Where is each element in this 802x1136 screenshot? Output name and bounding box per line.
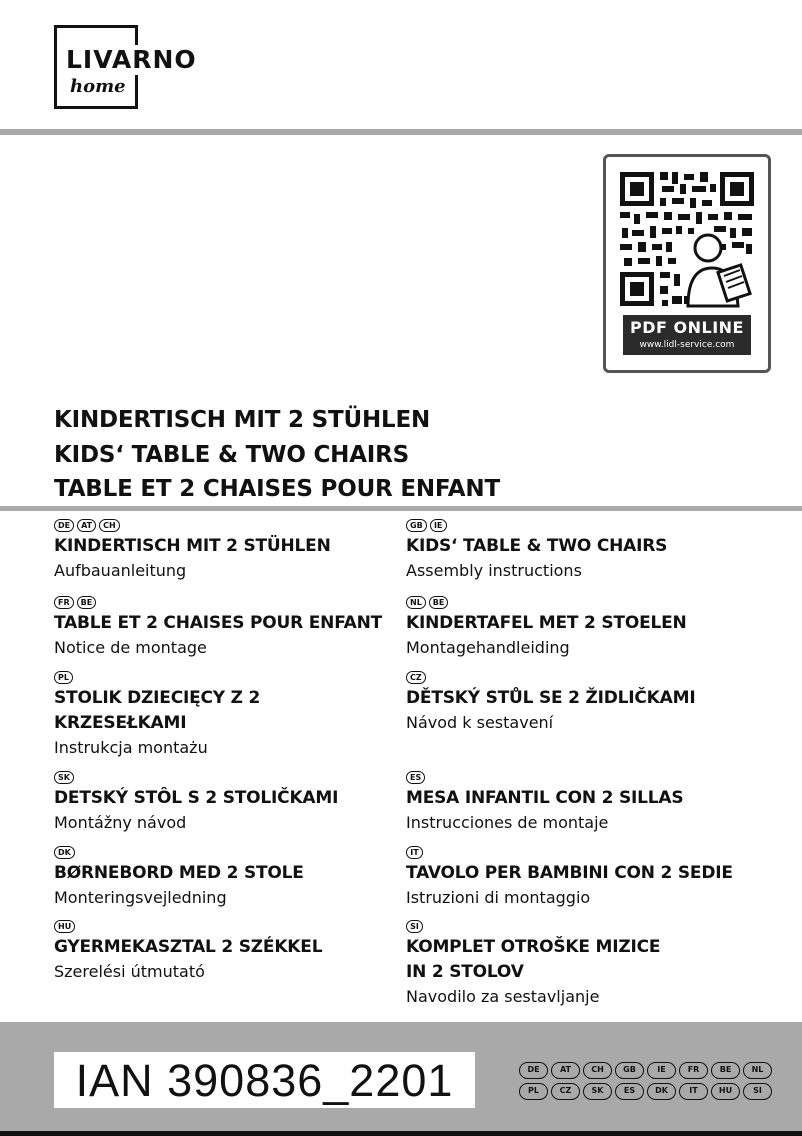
country-code: PL bbox=[519, 1083, 548, 1100]
country-code: SI bbox=[743, 1083, 772, 1100]
country-badge: HU bbox=[54, 920, 75, 933]
entry-flags bbox=[406, 920, 660, 935]
country-badge: IT bbox=[406, 846, 423, 859]
entry-gb bbox=[406, 519, 667, 583]
entry-flags bbox=[406, 846, 733, 861]
country-code: CH bbox=[583, 1062, 612, 1079]
entry-subtitle: Assembly instructions bbox=[406, 561, 582, 580]
entry-subtitle: Instrukcja montażu bbox=[54, 738, 208, 757]
entry-pl bbox=[54, 671, 260, 760]
entry-de bbox=[54, 519, 331, 583]
top-rule bbox=[0, 129, 802, 135]
entry-title: BØRNEBORD MED 2 STOLE bbox=[54, 863, 304, 883]
entry-subtitle: Notice de montage bbox=[54, 638, 207, 657]
entry-flags bbox=[406, 671, 695, 686]
country-code: IT bbox=[679, 1083, 708, 1100]
entry-es bbox=[406, 771, 683, 835]
ian-number: IAN 390836_2201 bbox=[75, 1055, 454, 1106]
country-badge: ES bbox=[406, 771, 425, 784]
brand-name: LIVARNO bbox=[66, 45, 201, 75]
entry-it bbox=[406, 846, 733, 910]
bottom-rule bbox=[0, 1131, 802, 1136]
country-code: ES bbox=[615, 1083, 644, 1100]
entry-title: GYERMEKASZTAL 2 SZÉKKEL bbox=[54, 937, 323, 957]
country-code: DK bbox=[647, 1083, 676, 1100]
country-code: BE bbox=[711, 1062, 740, 1079]
country-badge: SK bbox=[54, 771, 74, 784]
entry-flags bbox=[54, 671, 260, 686]
entry-subtitle: Navodilo za sestavljanje bbox=[406, 987, 600, 1006]
country-code: CZ bbox=[551, 1083, 580, 1100]
country-badge: DE bbox=[54, 519, 74, 532]
entry-title: STOLIK DZIECIĘCY Z 2 bbox=[54, 688, 261, 708]
country-code: SK bbox=[583, 1083, 612, 1100]
country-code: FR bbox=[679, 1062, 708, 1079]
entry-subtitle: Monteringsvejledning bbox=[54, 888, 227, 907]
entry-flags bbox=[54, 596, 382, 611]
country-badge: FR bbox=[54, 596, 74, 609]
main-title-de: KINDERTISCH MIT 2 STÜHLEN bbox=[54, 407, 431, 433]
entry-subtitle: Návod k sestavení bbox=[406, 713, 554, 732]
entry-subtitle: Szerelési útmutató bbox=[54, 962, 205, 981]
country-badge: PL bbox=[54, 671, 73, 684]
country-code: HU bbox=[711, 1083, 740, 1100]
entry-subtitle: Istruzioni di montaggio bbox=[406, 888, 591, 907]
entry-title: TABLE ET 2 CHAISES POUR ENFANT bbox=[54, 613, 383, 633]
entry-flags bbox=[54, 771, 338, 786]
country-badge: CZ bbox=[406, 671, 426, 684]
country-code: AT bbox=[551, 1062, 580, 1079]
country-badge: IE bbox=[430, 519, 447, 532]
entry-flags bbox=[54, 846, 304, 861]
entry-flags bbox=[406, 596, 687, 611]
entry-flags bbox=[54, 920, 322, 935]
entry-title: TAVOLO PER BAMBINI CON 2 SEDIE bbox=[406, 863, 733, 883]
country-badge: NL bbox=[406, 596, 426, 609]
country-code-grid bbox=[519, 1062, 775, 1100]
entry-title: KINDERTAFEL MET 2 STOELEN bbox=[406, 613, 687, 633]
qr-code-icon bbox=[618, 170, 756, 310]
pdf-online-title: PDF ONLINE bbox=[630, 318, 744, 337]
entry-title: MESA INFANTIL CON 2 SILLAS bbox=[406, 788, 684, 808]
country-badge: BE bbox=[429, 596, 449, 609]
country-badge: AT bbox=[77, 519, 96, 532]
entry-title: KINDERTISCH MIT 2 STÜHLEN bbox=[54, 536, 331, 556]
entry-hu bbox=[54, 920, 322, 984]
entry-flags bbox=[54, 519, 331, 534]
country-code: NL bbox=[743, 1062, 772, 1079]
entry-nl bbox=[406, 596, 687, 660]
entry-title-line2: KRZESEŁKAMI bbox=[54, 713, 187, 733]
country-code: GB bbox=[615, 1062, 644, 1079]
entry-title: KOMPLET OTROŠKE MIZICE bbox=[406, 937, 661, 957]
entry-title: DETSKÝ STÔL S 2 STOLIČKAMI bbox=[54, 788, 339, 808]
country-badge: BE bbox=[77, 596, 97, 609]
entry-fr bbox=[54, 596, 382, 660]
entry-sk bbox=[54, 771, 338, 835]
entry-subtitle: Montagehandleiding bbox=[406, 638, 570, 657]
pdf-online-badge[interactable] bbox=[623, 315, 751, 355]
country-code: DE bbox=[519, 1062, 548, 1079]
entry-subtitle: Aufbauanleitung bbox=[54, 561, 187, 580]
title-rule bbox=[0, 506, 802, 511]
entry-title: KIDS‘ TABLE & TWO CHAIRS bbox=[406, 536, 668, 556]
entry-title-line2: IN 2 STOLOV bbox=[406, 962, 524, 982]
entry-dk bbox=[54, 846, 304, 910]
entry-cz bbox=[406, 671, 695, 735]
entry-subtitle: Montážny návod bbox=[54, 813, 187, 832]
country-badge: SI bbox=[406, 920, 423, 933]
pdf-online-url[interactable]: www.lidl-service.com bbox=[639, 340, 735, 350]
country-badge: DK bbox=[54, 846, 75, 859]
entry-flags bbox=[406, 771, 683, 786]
entry-flags bbox=[406, 519, 667, 534]
country-badge: CH bbox=[99, 519, 120, 532]
brand-sub: home bbox=[70, 76, 126, 97]
country-badge: GB bbox=[406, 519, 427, 532]
entry-subtitle: Instrucciones de montaje bbox=[406, 813, 609, 832]
entry-title: DĚTSKÝ STŮL SE 2 ŽIDLIČKAMI bbox=[406, 688, 696, 708]
entry-si bbox=[406, 920, 660, 1009]
country-code: IE bbox=[647, 1062, 676, 1079]
main-title-en: KIDS‘ TABLE & TWO CHAIRS bbox=[54, 442, 410, 468]
main-title-fr: TABLE ET 2 CHAISES POUR ENFANT bbox=[54, 476, 500, 502]
